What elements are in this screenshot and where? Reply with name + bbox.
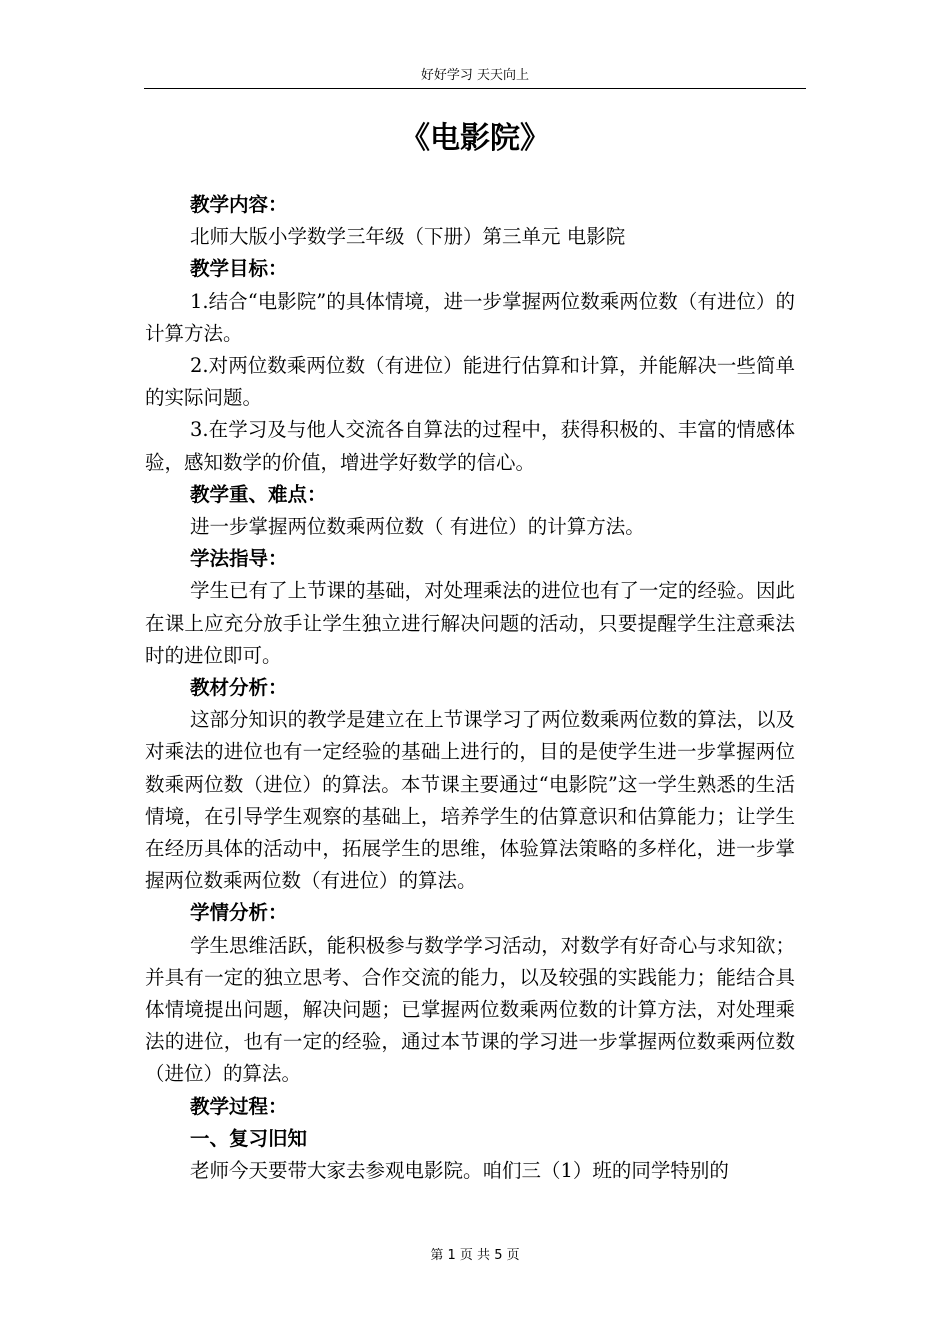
paragraph-goal-2: 2.对两位数乘两位数（有进位）能进行估算和计算，并能解决一些简单的实际问题。 [145, 354, 795, 410]
heading-teaching-process: 教学过程： [190, 1094, 288, 1118]
heading-teaching-goals: 教学目标： [190, 257, 288, 281]
heading-review: 一、复习旧知 [190, 1126, 308, 1150]
paragraph-material-analysis: 这部分知识的教学是建立在上节课学习了两位数乘两位数的算法，以及对乘法的进位也有一定经验的基础上进行的，目的是使学生进一步掌握两位数乘两位数（进位）的算法。本节课主要通过“电影院”这一学生熟悉的生活情境，在引导学生观察的基础上，培养学生的估算意识和估算能力；让学生在经历具体的活动中，拓展学生的思维，体验算法策略的多样化，进一步掌握两位数乘两位数（有进位）的算法。 [145, 708, 795, 893]
heading-key-points: 教学重、难点： [190, 482, 327, 506]
heading-teaching-content: 教学内容： [190, 193, 288, 216]
paragraph-study-guidance: 学生已有了上节课的基础，对处理乘法的进位也有了一定的经验。因此在课上应充分放手让学生独立进行解决问题的活动，只要提醒学生注意乘法时的进位即可。 [145, 579, 795, 667]
document-title: 《电影院》 [400, 121, 550, 156]
document-body [145, 189, 795, 1187]
heading-student-analysis: 学情分析： [190, 901, 288, 925]
paragraph-review-intro: 老师今天要带大家去参观电影院。咱们三（1）班的同学特别的 [190, 1159, 729, 1183]
paragraph-teaching-content: 北师大版小学数学三年级（下册）第三单元 电影院 [190, 225, 626, 249]
heading-study-guidance: 学法指导： [190, 547, 288, 571]
page-header: 好好学习 天天向上 [420, 68, 530, 83]
header-rule [144, 88, 806, 89]
paragraph-goal-3: 3.在学习及与他人交流各自算法的过程中，获得积极的、丰富的情感体验，感知数学的价值，增进学好数学的信心。 [145, 418, 795, 474]
paragraph-student-analysis: 学生思维活跃，能积极参与数学学习活动，对数学有好奇心与求知欲；并具有一定的独立思考、合作交流的能力，以及较强的实践能力；能结合具体情境提出问题，解决问题；已掌握两位数乘两位数的计算方法，对处理乘法的进位，也有一定的经验，通过本节课的学习进一步掌握两位数乘两位数（进位）的算法。 [145, 933, 795, 1086]
paragraph-goal-1: 1.结合“电影院”的具体情境，进一步掌握两位数乘两位数（有进位）的计算方法。 [145, 289, 795, 345]
heading-material-analysis: 教材分析： [190, 676, 288, 700]
page-footer: 第 1 页 共 5 页 [430, 1248, 520, 1263]
paragraph-key-points: 进一步掌握两位数乘两位数（ 有进位）的计算方法。 [190, 515, 645, 539]
